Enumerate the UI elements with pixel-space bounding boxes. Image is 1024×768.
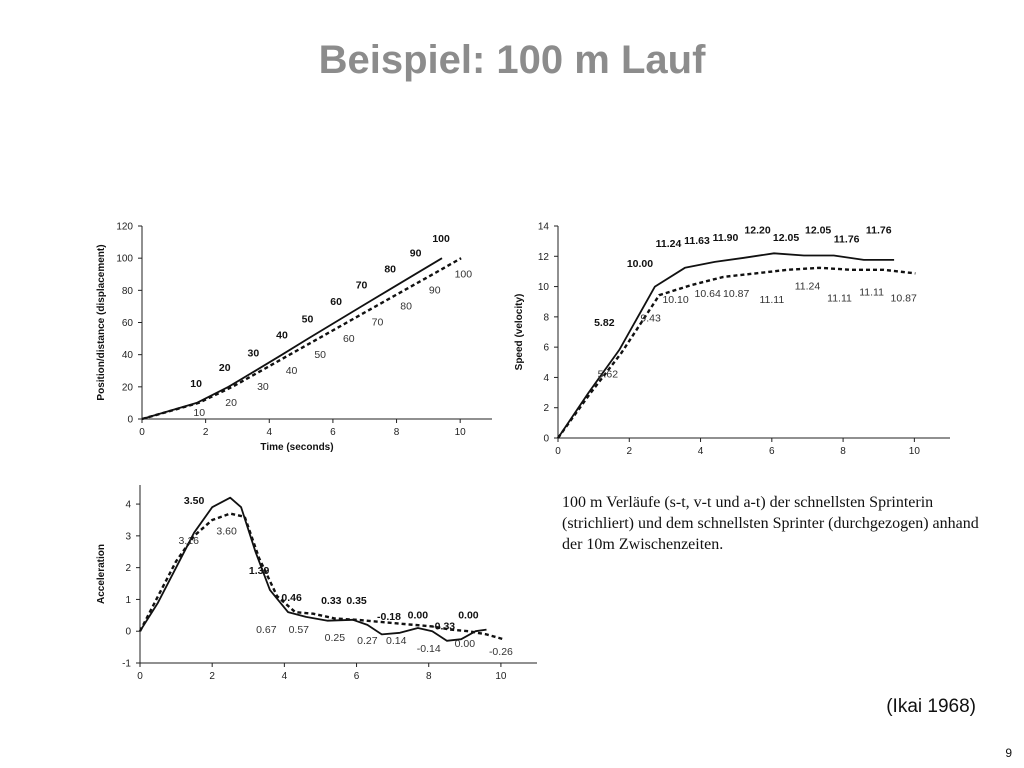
y-tick-label: 12 xyxy=(537,251,549,263)
x-tick-label: 8 xyxy=(393,427,400,438)
y-axis-label: Acceleration xyxy=(96,543,107,605)
data-label: 11.90 xyxy=(712,232,739,245)
data-label: 0.33 xyxy=(321,595,342,608)
series-line-male-solid xyxy=(558,253,894,438)
data-label: 0.67 xyxy=(256,623,277,636)
y-tick-label: 4 xyxy=(125,499,131,511)
data-label: 5.62 xyxy=(597,368,619,381)
data-label: 0.57 xyxy=(288,623,310,636)
y-tick-label: 0 xyxy=(125,626,131,638)
data-label: 10.87 xyxy=(723,288,750,301)
data-label: 0.14 xyxy=(386,634,407,647)
data-label: 12.05 xyxy=(772,232,800,245)
data-label: 1.39 xyxy=(248,565,270,577)
position-time-chart xyxy=(92,214,512,476)
data-label: 0.00 xyxy=(407,609,429,622)
x-tick-label: 10 xyxy=(454,427,466,438)
y-tick-label: 60 xyxy=(121,318,133,329)
data-label: -0.33 xyxy=(431,620,456,633)
y-tick-label: 0 xyxy=(127,414,133,426)
data-label: 3.16 xyxy=(178,534,199,547)
page-number: 9 xyxy=(1005,746,1012,760)
data-label: 90 xyxy=(409,247,422,260)
x-tick-label: 0 xyxy=(137,671,143,682)
data-label: 10.64 xyxy=(694,288,721,301)
data-label: 11.11 xyxy=(827,292,852,305)
x-tick-label: 8 xyxy=(425,671,432,682)
y-tick-label: 4 xyxy=(543,372,549,384)
data-label: 10.87 xyxy=(890,292,917,305)
data-label: 60 xyxy=(330,295,342,308)
data-label: 10 xyxy=(193,406,206,419)
x-tick-label: 2 xyxy=(202,427,209,438)
data-label: 0.00 xyxy=(454,638,476,651)
data-label: 11.11 xyxy=(759,294,785,307)
x-axis-label: Time (seconds) xyxy=(260,442,334,453)
x-tick-label: 2 xyxy=(626,446,633,457)
y-tick-label: 20 xyxy=(121,382,133,394)
speed-time-chart xyxy=(510,214,960,476)
data-label: 10.10 xyxy=(662,294,689,307)
x-tick-label: 0 xyxy=(555,446,561,457)
data-label: 90 xyxy=(428,284,441,297)
data-label: 80 xyxy=(384,263,397,276)
y-tick-label: 8 xyxy=(543,312,549,324)
data-label: 3.60 xyxy=(216,525,237,538)
x-tick-label: 6 xyxy=(353,671,360,682)
x-tick-label: 4 xyxy=(281,671,288,682)
series-line-male-solid xyxy=(140,498,487,641)
y-tick-label: 0 xyxy=(543,433,549,445)
data-label: 12.05 xyxy=(805,224,832,237)
acceleration-time-chart xyxy=(92,470,547,695)
x-tick-label: 2 xyxy=(209,671,215,682)
data-label: 0.46 xyxy=(281,592,302,605)
data-label: 11.76 xyxy=(865,224,892,237)
series-line-male-solid xyxy=(142,258,442,419)
x-tick-label: 8 xyxy=(840,446,846,457)
data-label: 60 xyxy=(342,332,355,345)
data-label: 30 xyxy=(257,381,269,394)
data-label: 5.82 xyxy=(594,316,615,329)
data-label: -0.26 xyxy=(488,646,513,659)
data-label: 50 xyxy=(314,348,327,361)
data-label: 70 xyxy=(371,316,384,329)
y-tick-label: 2 xyxy=(543,403,549,415)
x-tick-label: 6 xyxy=(330,427,336,438)
figure-caption: 100 m Verläufe (s-t, v-t und a-t) der schnellsten Sprinterin (strichliert) und dem schnellsten Sprinter (durchgezogen) anhand der 10m Zwischenzeiten. xyxy=(562,494,979,553)
y-tick-label: 10 xyxy=(537,282,549,294)
data-label: 11.11 xyxy=(859,286,884,299)
data-label: 70 xyxy=(355,279,368,292)
data-label: 11.24 xyxy=(655,238,682,251)
data-label: 11.63 xyxy=(684,235,710,248)
data-label: 50 xyxy=(301,313,314,326)
slide-title: Beispiel: 100 m Lauf xyxy=(318,38,706,82)
data-label: 100 xyxy=(454,268,473,281)
x-tick-label: 4 xyxy=(266,427,273,438)
series-line-female-dashed xyxy=(142,258,461,419)
data-label: 40 xyxy=(276,329,288,342)
data-label: 80 xyxy=(400,300,412,313)
citation: (Ikai 1968) xyxy=(886,696,976,717)
data-label: 0.35 xyxy=(346,595,367,608)
y-tick-label: 2 xyxy=(125,563,131,575)
x-tick-label: 0 xyxy=(139,427,145,438)
y-tick-label: 6 xyxy=(543,342,549,354)
y-tick-label: 120 xyxy=(116,221,133,233)
data-label: 100 xyxy=(432,233,450,246)
data-label: 12.20 xyxy=(744,224,771,237)
data-label: 3.50 xyxy=(183,495,205,508)
y-tick-label: 40 xyxy=(121,350,133,362)
data-label: 20 xyxy=(225,397,237,410)
x-tick-label: 10 xyxy=(908,446,920,457)
y-axis-label: Position/distance (displacement) xyxy=(96,244,107,401)
y-tick-label: 100 xyxy=(116,253,133,265)
data-label: 11.24 xyxy=(794,280,821,293)
data-label: 10.00 xyxy=(626,257,654,270)
data-label: 30 xyxy=(247,347,260,360)
y-axis-label: Speed (velocity) xyxy=(514,293,525,371)
x-tick-label: 6 xyxy=(769,446,775,457)
data-label: 10 xyxy=(190,377,202,390)
data-label: 0.00 xyxy=(458,609,479,622)
y-tick-label: 14 xyxy=(537,221,549,233)
data-label: 40 xyxy=(285,364,298,377)
data-label: 0.25 xyxy=(324,631,346,644)
x-tick-label: 10 xyxy=(495,671,507,682)
x-tick-label: 4 xyxy=(697,446,704,457)
data-label: -0.14 xyxy=(416,642,441,655)
data-label: 0.27 xyxy=(357,634,378,647)
data-label: -0.18 xyxy=(377,611,401,624)
data-label: 20 xyxy=(218,361,231,374)
y-tick-label: -1 xyxy=(122,658,131,670)
data-label: 9.43 xyxy=(640,312,661,325)
data-label: 11.76 xyxy=(833,233,860,246)
y-tick-label: 80 xyxy=(121,285,133,297)
y-tick-label: 3 xyxy=(125,531,131,543)
y-tick-label: 1 xyxy=(125,594,131,606)
